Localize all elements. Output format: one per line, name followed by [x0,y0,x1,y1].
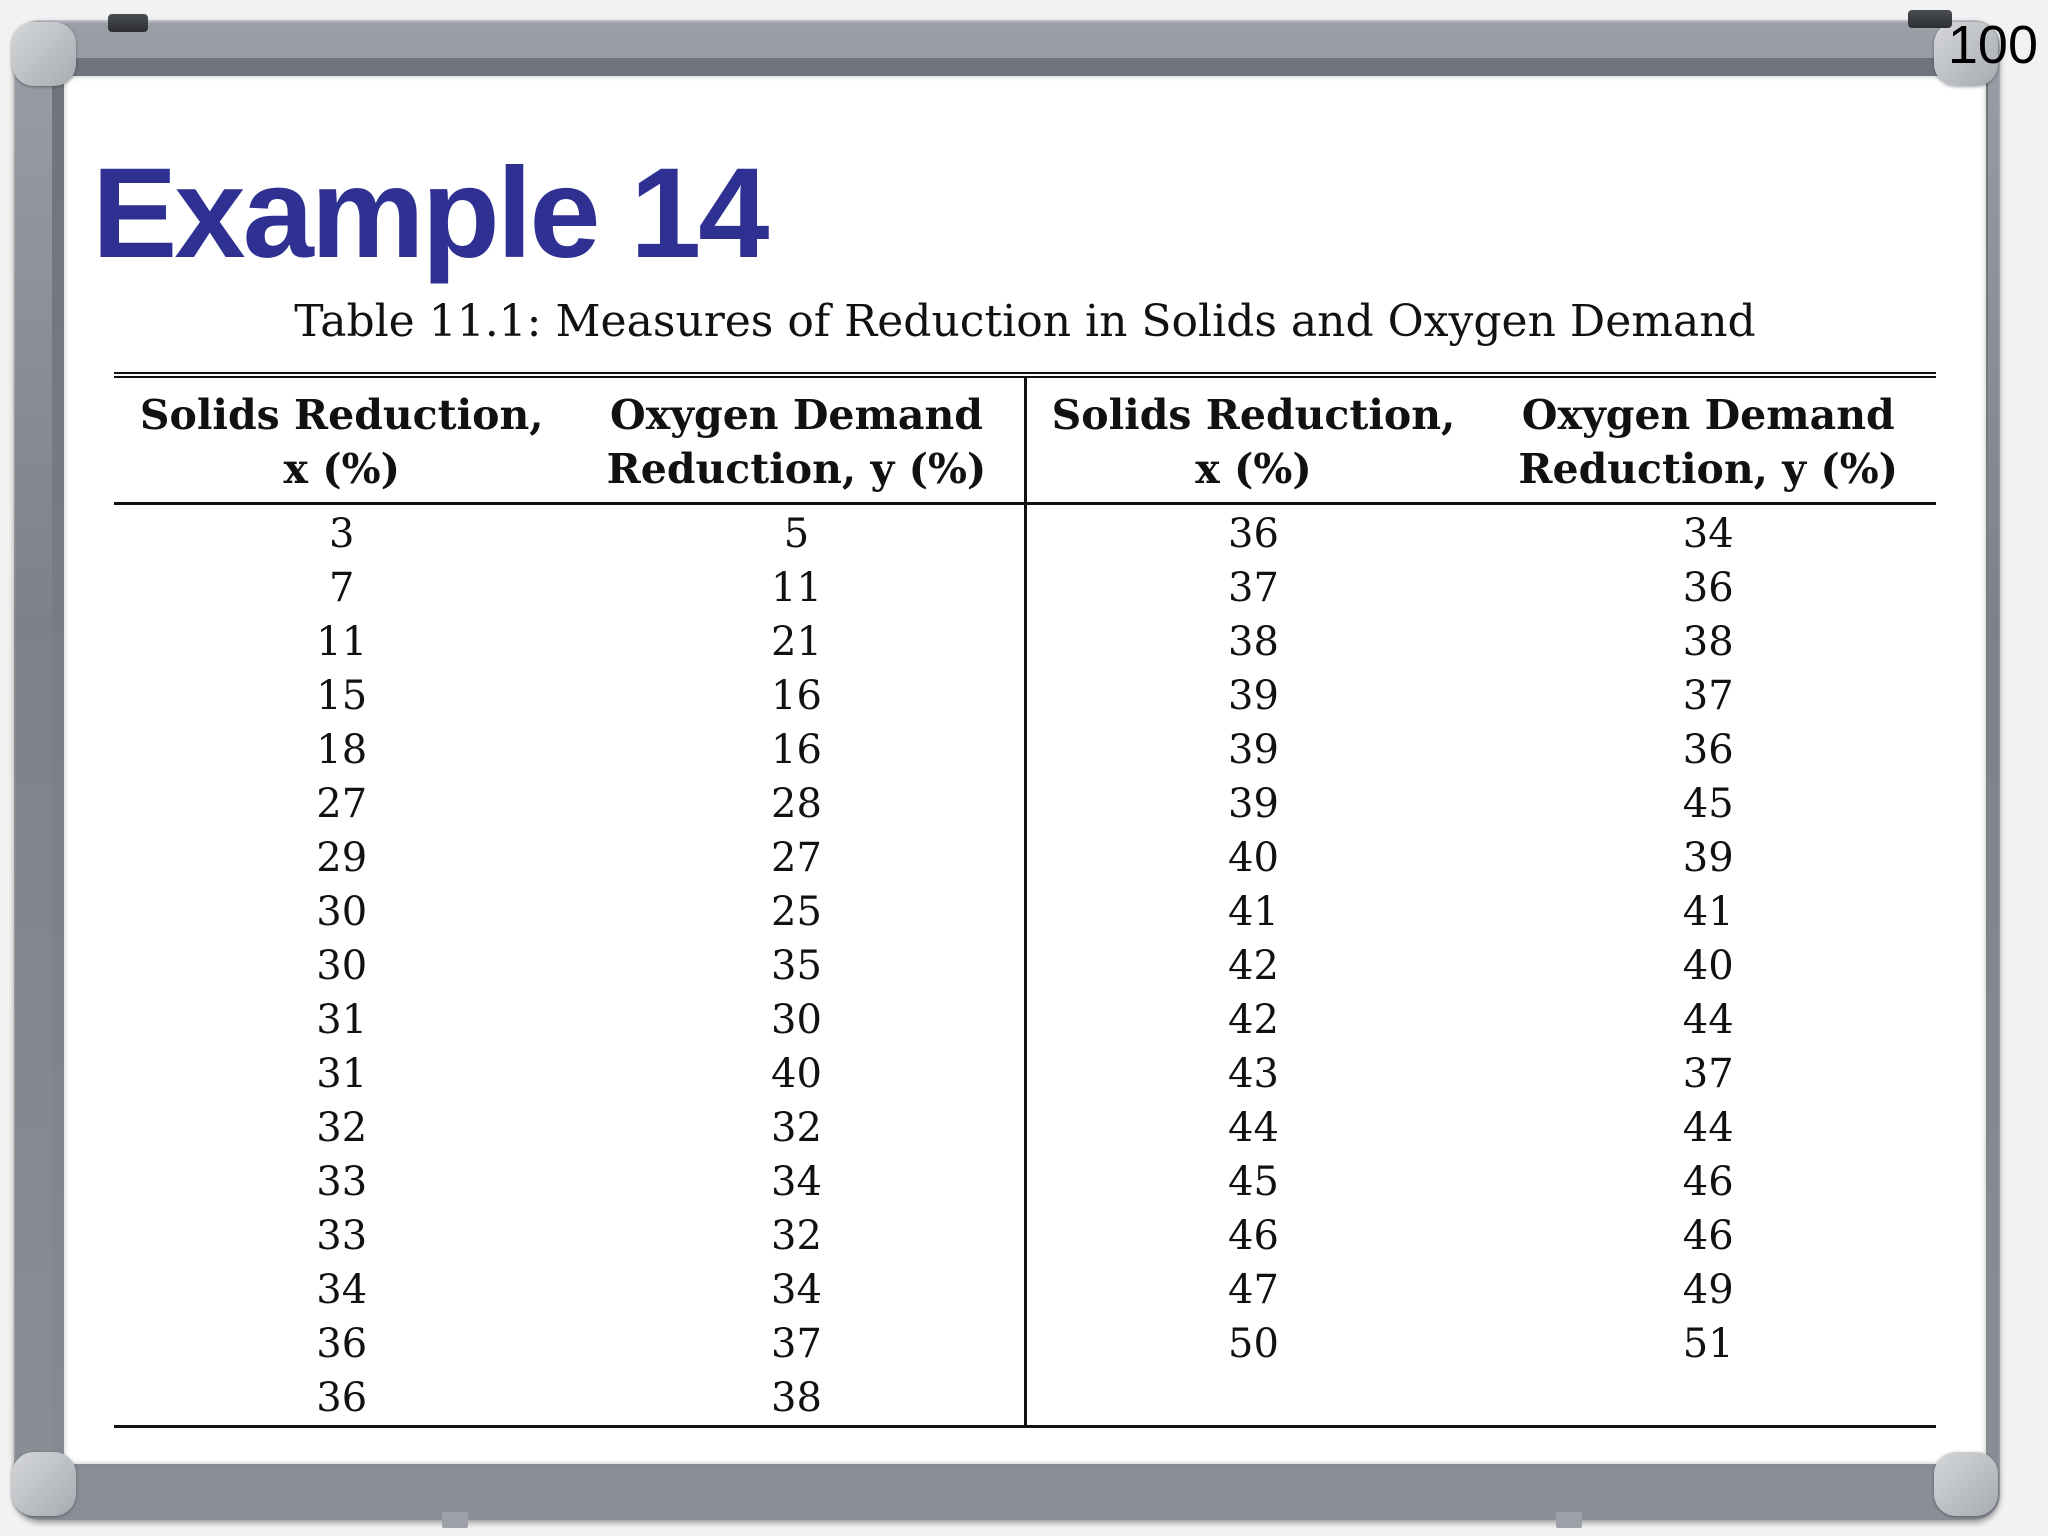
table-cell: 46 [1228,1213,1279,1259]
table-cell: 21 [570,615,1026,669]
table-cell: 51 [1682,1321,1734,1367]
table-cell: 34 [570,1155,1026,1209]
table-caption: Table 11.1: Measures of Reduction in Solids and Oxygen Demand [294,296,1756,347]
table-row [114,1047,1936,1101]
table-cell: 40 [570,1047,1026,1101]
table-cell: 36 [114,1371,570,1427]
table-cell: 32 [570,1101,1026,1155]
table-cell: 45 [1228,1159,1279,1205]
table-cell: 39 [1228,673,1279,719]
table-row [114,777,1936,831]
table-cell: 32 [570,1209,1026,1263]
table-cell: 16 [570,723,1026,777]
table-cell: 34 [570,1263,1026,1317]
table-cell: 44 [1682,997,1734,1043]
table-cell: 11 [316,619,368,665]
table-cell: 50 [1228,1321,1279,1367]
table-row [114,723,1936,777]
table-body [114,504,1936,1427]
header-line: Solids Reduction, [1051,391,1456,439]
header-line: x (%) [283,445,400,493]
table-row [114,939,1936,993]
table-cell: 39 [1228,727,1279,773]
table-cell: 3 [329,511,355,557]
table-row [114,1209,1936,1263]
table-cell: 44 [1682,1105,1734,1151]
table-cell: 34 [316,1267,368,1313]
table-cell: 5 [570,504,1026,562]
header-line: Reduction, y (%) [606,445,987,493]
table-cell: 41 [1228,889,1279,935]
table-cell: 15 [316,673,368,719]
table-cell: 46 [1682,1213,1734,1259]
table-cell: 46 [1682,1159,1734,1205]
table-cell: 32 [316,1105,368,1151]
table-cell: 40 [1682,943,1734,989]
table-cell: 30 [570,993,1026,1047]
table-row [114,1155,1936,1209]
table-cell: 30 [316,943,368,989]
table-cell: 25 [570,885,1026,939]
table-cell: 16 [570,669,1026,723]
header-line: x (%) [1195,445,1312,493]
header-line: Reduction, y (%) [1518,445,1899,493]
table-cell: 31 [316,1051,368,1097]
table-row [114,1371,1936,1427]
table-row [114,504,1936,562]
slide-number: 100 [1947,15,2038,75]
table-cell: 33 [316,1159,368,1205]
table-cell: 27 [316,781,368,827]
table-cell: 47 [1228,1267,1279,1313]
table-cell: 37 [570,1317,1026,1371]
table-cell: 38 [570,1371,1026,1427]
table-cell: 44 [1228,1105,1279,1151]
table-cell: 39 [1228,781,1279,827]
frame-corner-bottom-right [1934,1452,1998,1516]
table-row [114,1263,1936,1317]
table-cell: 36 [1682,565,1734,611]
table-cell: 30 [316,889,368,935]
table-cell: 34 [1682,511,1734,557]
table-cell [1481,1371,1937,1427]
header-oxygen-demand-1 [570,375,1026,504]
slide-title: Example 14 [92,142,767,285]
table-cell: 37 [1228,565,1279,611]
table-cell: 43 [1228,1051,1279,1097]
table-cell: 33 [316,1213,368,1259]
table-cell: 35 [570,939,1026,993]
table-row [114,1101,1936,1155]
table-cell: 37 [1682,673,1734,719]
table-cell: 45 [1682,781,1734,827]
table-cell: 42 [1228,997,1279,1043]
header-line: Solids Reduction, [139,391,544,439]
table-cell: 38 [1228,619,1279,665]
data-table [114,372,1936,1428]
table-cell: 49 [1682,1267,1734,1313]
header-line: Oxygen Demand [1521,391,1895,439]
table-cell: 36 [1682,727,1734,773]
table-row [114,993,1936,1047]
header-row [114,375,1936,504]
table-row [114,831,1936,885]
table-row [114,615,1936,669]
table-cell: 11 [570,561,1026,615]
table-cell: 31 [316,997,368,1043]
header-solids-reduction-2 [1025,375,1481,504]
frame-foot-left [442,1512,468,1528]
table-cell: 7 [329,565,355,611]
frame-corner-bottom-left [12,1452,76,1516]
table-cell: 36 [316,1321,368,1367]
frame-clip-left [108,14,148,32]
table-header [114,375,1936,504]
table-row [114,1317,1936,1371]
table-cell: 40 [1228,835,1279,881]
table-cell: 38 [1682,619,1734,665]
table-cell: 36 [1228,511,1279,557]
table-cell: 18 [316,727,368,773]
table-cell: 42 [1228,943,1279,989]
table-row [114,561,1936,615]
frame-corner-top-left [12,22,76,86]
table-cell: 27 [570,831,1026,885]
header-solids-reduction-1 [114,375,570,504]
table-cell: 28 [570,777,1026,831]
header-line: Oxygen Demand [610,391,983,439]
frame-foot-right [1556,1512,1582,1528]
header-oxygen-demand-2 [1481,375,1937,504]
table-cell: 41 [1682,889,1734,935]
table-row [114,885,1936,939]
table-cell: 29 [316,835,368,881]
table-cell [1025,1371,1481,1427]
table-cell: 37 [1682,1051,1734,1097]
table-cell: 39 [1682,835,1734,881]
table-row [114,669,1936,723]
